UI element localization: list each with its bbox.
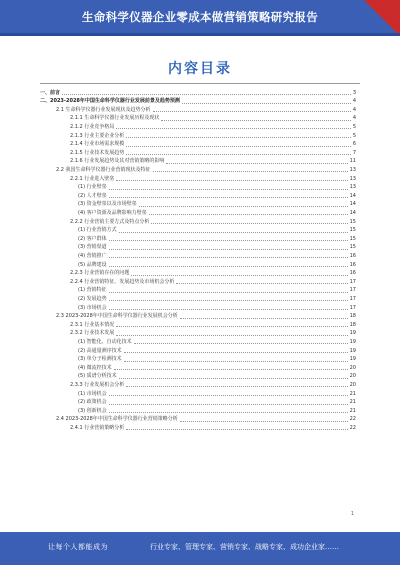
toc-entry[interactable] <box>56 312 356 321</box>
toc-dot-leader <box>114 369 348 370</box>
toc-entry[interactable] <box>70 320 356 329</box>
toc-entry[interactable] <box>78 191 356 200</box>
toc-entry[interactable] <box>40 88 356 97</box>
toc-dot-leader <box>134 343 348 344</box>
toc-entry-page: 21 <box>349 407 356 414</box>
toc-dot-leader <box>149 214 348 215</box>
toc-entry-label: (3) 市场机会 <box>78 304 107 311</box>
toc-entry-label: (3) 单分子检测技术 <box>78 356 122 363</box>
toc-dot-leader <box>109 300 348 301</box>
toc-entry[interactable] <box>78 260 356 269</box>
toc-dot-leader <box>126 386 347 387</box>
toc-dot-leader <box>116 128 351 129</box>
toc-entry[interactable] <box>78 346 356 355</box>
toc-entry[interactable] <box>78 294 356 303</box>
toc-entry-page: 7 <box>352 149 356 156</box>
toc-dot-leader <box>180 318 348 319</box>
toc-entry-label: (1) 市场机会 <box>78 390 107 397</box>
toc-entry[interactable] <box>56 105 356 114</box>
toc-entry-page: 17 <box>349 304 356 311</box>
toc-entry-page: 15 <box>349 218 356 225</box>
toc-entry[interactable] <box>78 251 356 260</box>
toc-entry-label: 2.1.4 行业市场需求规模 <box>70 141 125 148</box>
toc-dot-leader <box>109 266 348 267</box>
toc-entry-label: 2.3.1 行业基本情况 <box>70 321 115 328</box>
toc-dot-leader <box>109 240 348 241</box>
toc-entry[interactable] <box>78 183 356 192</box>
toc-entry-page: 16 <box>349 270 356 277</box>
toc-entry[interactable] <box>70 131 356 140</box>
toc-entry-label: (3) 营销渠道 <box>78 244 107 251</box>
toc-entry-page: 20 <box>349 364 356 371</box>
page-number: 1 <box>350 511 354 517</box>
report-header <box>0 0 400 36</box>
toc-entry-label: (2) 客户群体 <box>78 235 107 242</box>
toc-entry-page: 21 <box>349 399 356 406</box>
header-stripe <box>0 33 400 36</box>
toc-entry-label: (1) 行业壁垒 <box>78 184 107 191</box>
toc-entry-label: (1) 智能化、自动化技术 <box>78 338 132 345</box>
toc-dot-leader <box>182 103 351 104</box>
toc-entry-label: 2.1.3 行业主要企业分析 <box>70 132 125 139</box>
toc-entry-label: (1) 营销特征 <box>78 287 107 294</box>
toc-entry-page: 17 <box>349 278 356 285</box>
toc-entry-label: 二、2023-2028年中国生命科学仪器行业发展前景及趋势预测 <box>40 98 180 105</box>
toc-dot-leader <box>124 361 348 362</box>
toc-divider <box>40 83 360 84</box>
toc-entry-page: 6 <box>352 141 356 148</box>
toc-entry-label: 一、前言 <box>40 89 61 96</box>
toc-entry-page: 19 <box>349 330 356 337</box>
toc-dot-leader <box>62 94 351 95</box>
toc-entry-label: 2.2.2 行业营销主要方式及特点分析 <box>70 218 150 225</box>
toc-entry[interactable] <box>70 114 356 123</box>
toc-entry-label: 2.4.1 行业营销策略分析 <box>70 424 125 431</box>
toc-entry-label: (2) 高通量测序技术 <box>78 347 122 354</box>
toc-entry-page: 13 <box>349 184 356 191</box>
toc-entry-page: 5 <box>352 123 356 130</box>
toc-entry-page: 15 <box>349 235 356 242</box>
toc-dot-leader <box>139 206 348 207</box>
toc-entry-label: 2.3 2023-2028年中国生命科学仪器行业发展机会分析 <box>56 313 178 320</box>
toc-entry-label: (4) 微流控技术 <box>78 364 112 371</box>
toc-entry[interactable] <box>78 286 356 295</box>
toc-dot-leader <box>116 335 347 336</box>
toc-dot-leader <box>109 412 348 413</box>
toc-dot-leader <box>119 378 348 379</box>
toc-dot-leader <box>180 421 348 422</box>
toc-dot-leader <box>109 292 348 293</box>
toc-entry-page: 14 <box>349 209 356 216</box>
toc-dot-leader <box>153 171 348 172</box>
footer-tags: 行业专家、管理专家、营销专家、战略专家、成功企业家…… <box>150 543 339 551</box>
toc-entry[interactable] <box>70 217 356 226</box>
footer-banner <box>0 532 400 565</box>
toc-entry-label: 2.1.1 生命科学仪器行业发展历程及现状 <box>70 115 160 122</box>
toc-entry[interactable] <box>78 200 356 209</box>
toc-entry[interactable] <box>70 140 356 149</box>
toc-entry-label: 2.2.1 行业进入壁垒 <box>70 175 115 182</box>
toc-entry-label: (4) 营销推广 <box>78 252 107 259</box>
toc-entry-page: 17 <box>349 287 356 294</box>
toc-entry[interactable] <box>40 97 356 106</box>
toc-entry-label: 2.1 生命科学仪器行业发展现状及趋势分析 <box>56 106 151 113</box>
toc-entry-page: 19 <box>349 347 356 354</box>
toc-dot-leader <box>109 309 348 310</box>
toc-entry-label: (3) 资金壁垒以及市场壁垒 <box>78 201 137 208</box>
toc-dot-leader <box>109 189 348 190</box>
toc-entry-label: (3) 创新机会 <box>78 407 107 414</box>
toc-dot-leader <box>166 163 347 164</box>
toc-entry[interactable] <box>78 208 356 217</box>
toc-entry[interactable] <box>70 277 356 286</box>
toc-dot-leader <box>153 111 351 112</box>
toc-entry[interactable] <box>78 372 356 381</box>
toc-entry-page: 20 <box>349 381 356 388</box>
toc-entry-page: 4 <box>352 98 356 105</box>
toc-entry[interactable] <box>70 174 356 183</box>
toc-entry-page: 18 <box>349 313 356 320</box>
toc-entry[interactable] <box>78 389 356 398</box>
toc-entry-page: 4 <box>352 106 356 113</box>
toc-entry[interactable] <box>70 329 356 338</box>
toc-dot-leader <box>116 326 347 327</box>
toc-entry[interactable] <box>78 363 356 372</box>
toc-dot-leader <box>109 249 348 250</box>
toc-entry[interactable] <box>56 415 356 424</box>
toc-entry-page: 13 <box>349 175 356 182</box>
toc-entry-page: 5 <box>352 132 356 139</box>
toc-entry[interactable] <box>70 157 356 166</box>
toc-dot-leader <box>109 404 348 405</box>
toc-entry-page: 13 <box>349 166 356 173</box>
toc-entry-page: 14 <box>349 192 356 199</box>
toc-entry[interactable] <box>70 269 356 278</box>
toc-dot-leader <box>151 223 347 224</box>
footer-slogan: 让每个人都能成为 <box>48 543 108 551</box>
toc-entry-label: 2.2 我国生命科学仪器行业营销现状及特征 <box>56 166 151 173</box>
toc-dot-leader <box>109 257 348 258</box>
toc-entry-label: 2.1.2 行业竞争格局 <box>70 123 115 130</box>
toc-entry[interactable] <box>78 243 356 252</box>
toc-entry-page: 20 <box>349 373 356 380</box>
toc-entry-label: (2) 发展趋势 <box>78 295 107 302</box>
toc-entry-page: 4 <box>352 115 356 122</box>
toc-dot-leader <box>176 283 347 284</box>
toc-entry-page: 19 <box>349 338 356 345</box>
toc-entry[interactable] <box>78 355 356 364</box>
toc-entry-page: 19 <box>349 356 356 363</box>
toc-dot-leader <box>119 232 348 233</box>
toc-dot-leader <box>116 180 347 181</box>
toc-dot-leader <box>109 197 348 198</box>
toc-entry-page: 3 <box>352 89 356 96</box>
toc-entry[interactable] <box>78 337 356 346</box>
toc-entry[interactable] <box>56 165 356 174</box>
toc-entry-page: 15 <box>349 244 356 251</box>
toc-entry[interactable] <box>78 226 356 235</box>
toc-entry-label: 2.2.4 行业营销特征、发展趋势及市场机会分析 <box>70 278 175 285</box>
toc-entry-label: 2.3.3 行业发展机会分析 <box>70 381 125 388</box>
toc-entry[interactable] <box>70 148 356 157</box>
toc-entry-label: (2) 政策机会 <box>78 399 107 406</box>
toc-entry-label: (2) 人才壁垒 <box>78 192 107 199</box>
toc-entry-page: 15 <box>349 227 356 234</box>
toc-dot-leader <box>131 275 347 276</box>
toc-entry-label: 2.4 2023-2028年中国生命科学仪器行业营销策略分析 <box>56 416 178 423</box>
report-title: 生命科学仪器企业零成本做营销策略研究报告 <box>82 10 318 24</box>
toc-entry[interactable] <box>70 380 356 389</box>
toc-entry-page: 22 <box>349 416 356 423</box>
toc-dot-leader <box>126 146 351 147</box>
toc-dot-leader <box>126 154 351 155</box>
toc-entry-page: 18 <box>349 321 356 328</box>
toc-entry[interactable] <box>70 423 356 432</box>
toc-entry-label: (1) 行业营销方式 <box>78 227 117 234</box>
toc-entry-label: 2.2.3 行业营销存在的问题 <box>70 270 130 277</box>
toc-entry-page: 14 <box>349 201 356 208</box>
toc-entry-page: 22 <box>349 424 356 431</box>
toc-entry-label: 2.1.5 行业技术发展趋势 <box>70 149 125 156</box>
toc-entry-page: 16 <box>349 261 356 268</box>
table-of-contents <box>0 88 400 508</box>
toc-dot-leader <box>109 395 348 396</box>
toc-entry-label: (5) 品牌建设 <box>78 261 107 268</box>
toc-entry-label: 2.1.6 行业发展趋势及其对营销策略的影响 <box>70 158 165 165</box>
toc-entry-page: 11 <box>349 158 356 165</box>
toc-entry-label: 2.3.2 行业技术发展 <box>70 330 115 337</box>
toc-dot-leader <box>126 137 351 138</box>
toc-entry-label: (5) 质谱分析技术 <box>78 373 117 380</box>
toc-entry-page: 16 <box>349 252 356 259</box>
toc-entry[interactable] <box>78 303 356 312</box>
toc-title: 内容目录 <box>168 61 232 77</box>
toc-entry-label: (4) 客户资源及品牌影响力壁垒 <box>78 209 147 216</box>
toc-entry-page: 21 <box>349 390 356 397</box>
toc-entry[interactable] <box>78 406 356 415</box>
toc-entry[interactable] <box>70 122 356 131</box>
toc-dot-leader <box>161 120 350 121</box>
toc-dot-leader <box>126 429 347 430</box>
toc-entry[interactable] <box>78 398 356 407</box>
toc-dot-leader <box>124 352 348 353</box>
toc-entry-page: 17 <box>349 295 356 302</box>
toc-entry[interactable] <box>78 234 356 243</box>
